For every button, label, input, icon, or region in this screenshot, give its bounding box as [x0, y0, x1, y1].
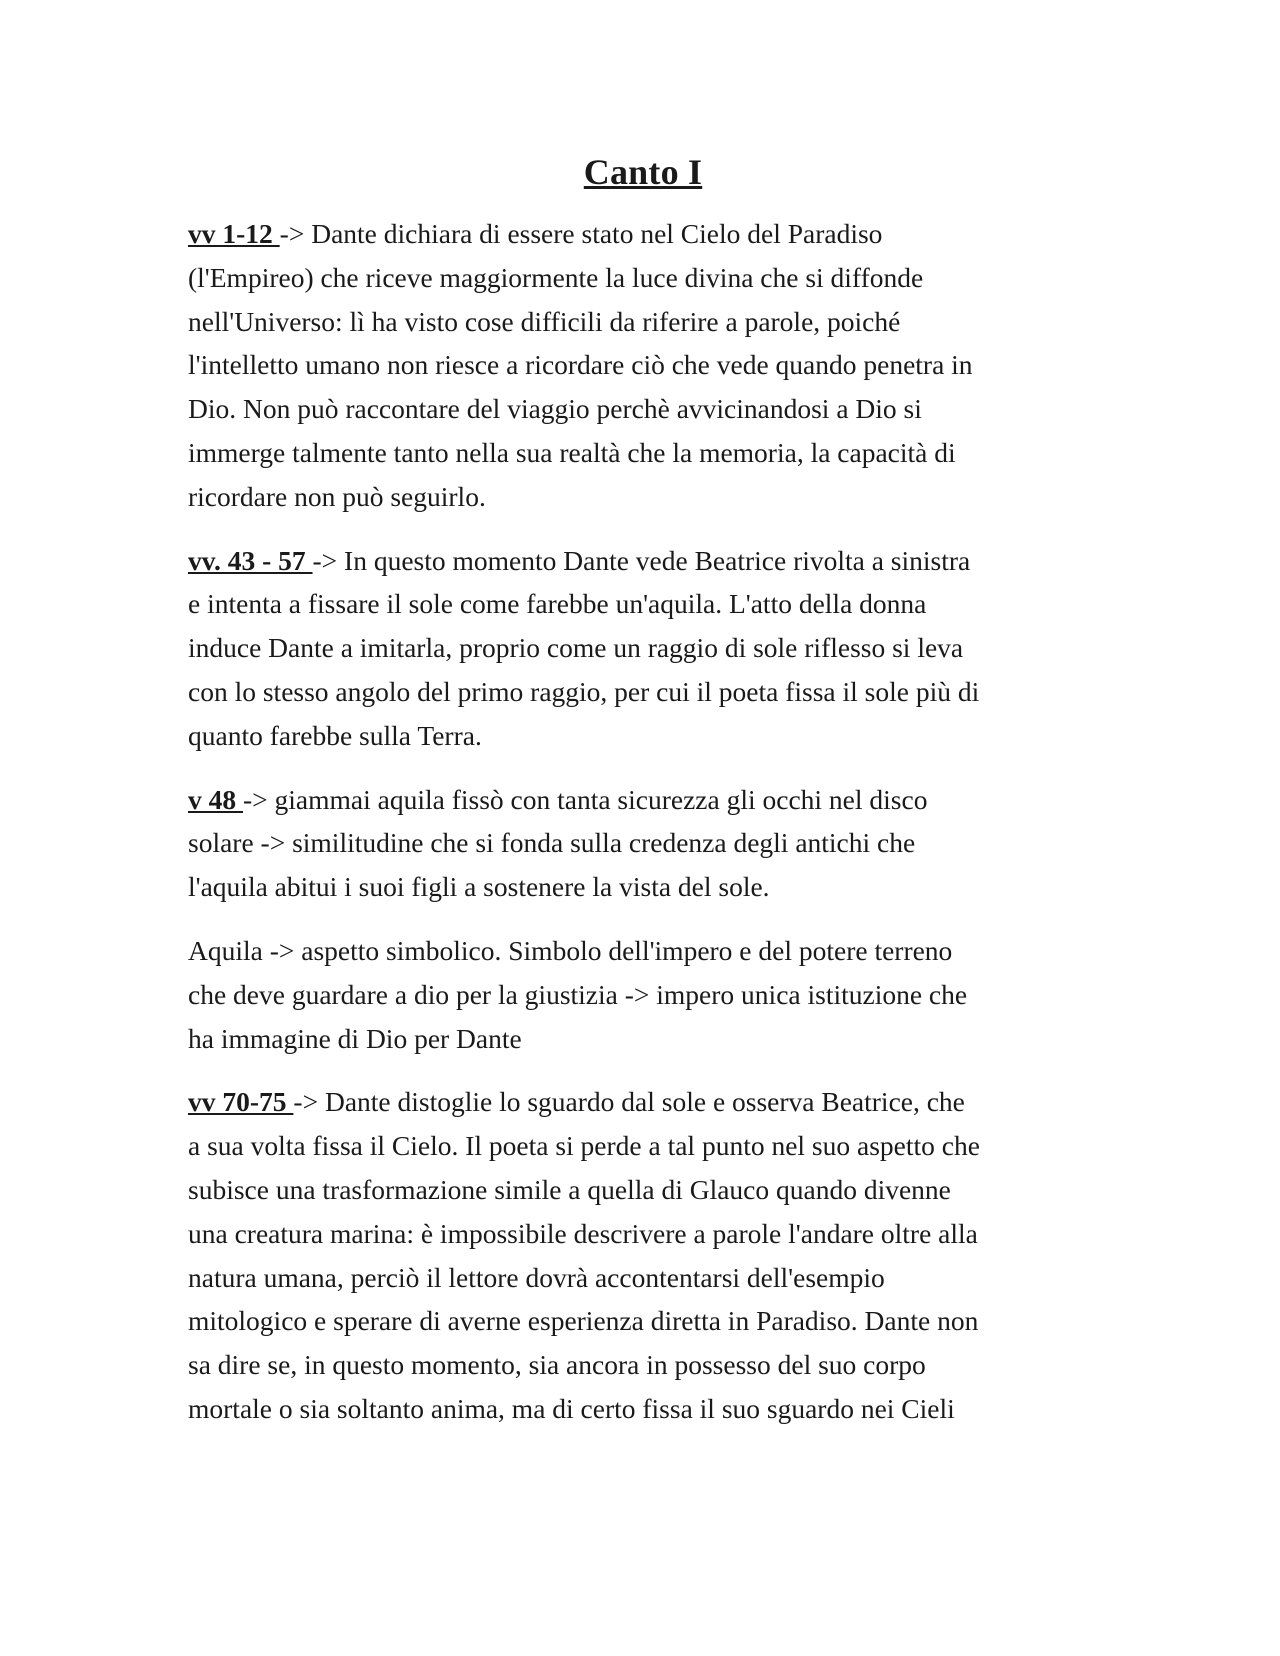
paragraph-line: nell'Universo: lì ha visto cose difficili da riferire a parole, poiché — [188, 305, 901, 337]
paragraph-line: vv 70-75 -> Dante distoglie lo sguardo dal sole e osserva Beatrice, che — [188, 1086, 965, 1118]
paragraph-line: Dio. Non può raccontare del viaggio perchè avvicinandosi a Dio si — [188, 393, 922, 425]
paragraph-line: mortale o sia soltanto anima, ma di certo fissa il suo sguardo nei Cieli — [188, 1392, 955, 1424]
paragraph-line: solare -> similitudine che si fonda sulla credenza degli antichi che — [188, 827, 916, 859]
paragraph-aquila — [188, 929, 1098, 1060]
paragraph-line: quanto farebbe sulla Terra. — [188, 719, 482, 751]
paragraph-line: l'aquila abitui i suoi figli a sostenere la vista del sole. — [188, 871, 770, 903]
paragraph-v-48 — [188, 778, 1098, 909]
paragraph-line: (l'Empireo) che riceve maggiormente la luce divina che si diffonde — [188, 261, 924, 293]
verse-reference: vv 1-12 — [188, 218, 280, 249]
paragraph-line: natura umana, perciò il lettore dovrà accontentarsi dell'esempio — [188, 1261, 885, 1293]
paragraph-line: e intenta a fissare il sole come farebbe un'aquila. L'atto della donna — [188, 588, 927, 620]
verse-reference: vv. 43 - 57 — [188, 544, 313, 576]
paragraph-line: induce Dante a imitarla, proprio come un raggio di sole riflesso si leva — [188, 632, 964, 664]
paragraph-line: subisce una trasformazione simile a quella di Glauco quando divenne — [188, 1173, 951, 1205]
paragraph-line: a sua volta fissa il Cielo. Il poeta si perde a tal punto nel suo aspetto che — [188, 1130, 980, 1162]
verse-reference: vv 70-75 — [188, 1086, 294, 1118]
paragraph-line: Aquila -> aspetto simbolico. Simbolo dell'impero e del potere terreno — [188, 934, 953, 966]
paragraph-line: immerge talmente tanto nella sua realtà che la memoria, la capacità di — [188, 436, 956, 468]
paragraph-line: l'intelletto umano non riesce a ricordare ciò che vede quando penetra in — [188, 349, 973, 381]
paragraph-vv-70-75 — [188, 1080, 1098, 1430]
paragraph-line: ha immagine di Dio per Dante — [188, 1022, 522, 1054]
document-page — [188, 150, 1098, 1451]
paragraph-line: mitologico e sperare di averne esperienza diretta in Paradiso. Dante non — [188, 1305, 979, 1337]
paragraph-line: ricordare non può seguirlo. — [188, 480, 486, 512]
paragraph-vv-1-12 — [188, 212, 1098, 519]
paragraph-line: con lo stesso angolo del primo raggio, per cui il poeta fissa il sole più di — [188, 675, 980, 707]
paragraph-line: vv. 43 - 57 -> In questo momento Dante vede Beatrice rivolta a sinistra — [188, 544, 971, 576]
paragraph-line: che deve guardare a dio per la giustizia -> impero unica istituzione che — [188, 978, 968, 1010]
paragraph-line: sa dire se, in questo momento, sia ancora in possesso del suo corpo — [188, 1349, 926, 1381]
paragraph-vv-43-57 — [188, 539, 1098, 758]
verse-reference: v 48 — [188, 783, 243, 815]
page-title: Canto I — [583, 152, 703, 192]
paragraph-line: vv 1-12 -> Dante dichiara di essere stato nel Cielo del Paradiso — [188, 218, 883, 249]
paragraph-line: una creatura marina: è impossibile descrivere a parole l'andare oltre alla — [188, 1217, 978, 1249]
paragraph-line: v 48 -> giammai aquila fissò con tanta sicurezza gli occhi nel disco — [188, 783, 928, 815]
